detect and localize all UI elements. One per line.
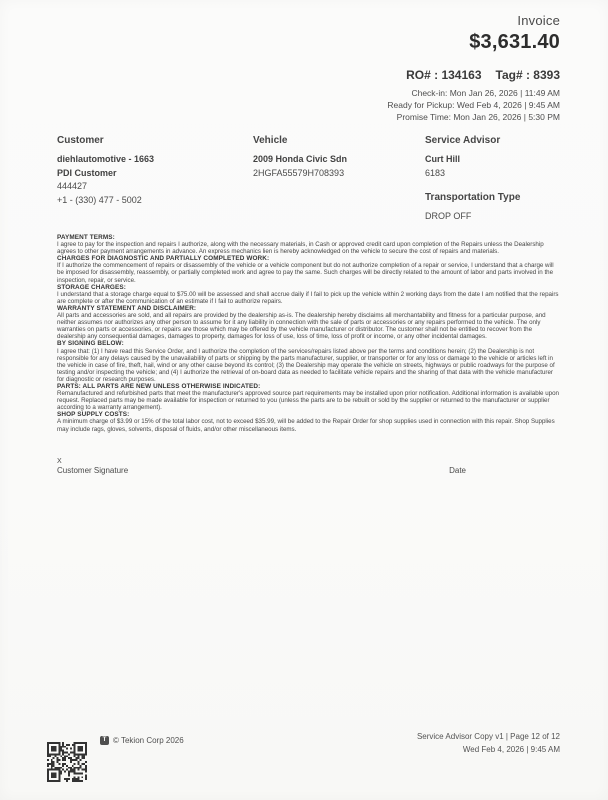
copy-page-info: Service Advisor Copy v1 | Page 12 of 12 [416, 732, 560, 741]
service-advisor-number: 6183 [425, 167, 446, 178]
copyright-text: © Tekion Corp 2026 [113, 736, 184, 745]
term-storage-charges [57, 284, 561, 305]
vehicle-vin: 2HGFA55579H708393 [253, 167, 345, 178]
qr-code [47, 742, 87, 782]
term-by-signing-below [57, 340, 561, 383]
term-body: All parts and accessories are sold, and all repairs are provided by the dealership as-is. The dealership hereby disclaims all merchantability and fitness for a particular purpose, and neither assumes nor authorizes any other person to assume for it any liability in connection with the sale of parts or accessories or any repairs performed to the vehicle. The only warranties on parts or accessories, or repairs are those which may be offered by the vehicle manufacturer or distributor. The customer shall not be entitled to recover from the dealership any consequential damages, damages to property, damages for loss of use, loss of time, loss of profit or income, or any other incidental damages. [57, 312, 546, 341]
footer-print-info [417, 731, 560, 756]
vehicle-label: Vehicle [253, 135, 288, 146]
term-heading: WARRANTY STATEMENT AND DISCLAIMER: [57, 304, 197, 312]
term-payment-terms [57, 234, 561, 255]
ready-for-pickup-time: Ready for Pickup: Wed Feb 4, 2026 | 9:45 AM [387, 100, 560, 110]
term-parts-new [57, 383, 561, 411]
date-label: Date [449, 466, 466, 475]
signature-block [57, 458, 561, 475]
customer-type: PDI Customer [57, 167, 117, 178]
term-heading: CHARGES FOR DIAGNOSTIC AND PARTIALLY COMPLETED WORK: [57, 255, 270, 263]
term-body: I understand that a storage charge equal to $75.00 will be assessed and shall accrue daily if I fail to pick up the vehicle within 2 working days from the date I am notified that the repairs are complete or after the communication of an estimate if I fail to authorize repairs. [57, 290, 559, 305]
terms-and-conditions [57, 234, 561, 433]
invoice-total: $3,631.40 [469, 31, 560, 53]
term-body: A minimum charge of $3.99 or 15% of the total labor cost, not to exceed $35.99, will be added to the Repair Order for shop supplies used in connection with this repair. Shop Supplies may include rags, gloves, solvents, disposal of fluids, and/or other miscellaneous items. [57, 418, 555, 433]
checkin-time: Check-in: Mon Jan 26, 2026 | 11:49 AM [411, 88, 560, 98]
vehicle-model: 2009 Honda Civic Sdn [253, 154, 348, 164]
document-type: Invoice [517, 13, 560, 28]
vehicle-section [253, 135, 418, 180]
service-advisor-label: Service Advisor [425, 135, 501, 146]
term-heading: PAYMENT TERMS: [57, 234, 115, 241]
customer-name: diehlautomotive - 1663 [57, 154, 155, 164]
term-heading: STORAGE CHARGES: [57, 283, 126, 291]
transportation-type-value: DROP OFF [425, 211, 472, 221]
ro-number: RO# : 134163 [406, 68, 482, 82]
service-advisor-name: Curt Hill [425, 154, 460, 164]
ro-tag-line [387, 68, 560, 82]
tag-number: Tag# : 8393 [495, 68, 560, 82]
term-body: I agree that: (1) I have read this Service Order, and I authorize the completion of the services/repairs listed above per the terms and conditions herein; (2) the Dealership is not responsible for any delays caused by the unavailability of parts or shipping by the parts manufacturer, supplier, or transporter or for any loss or damage to the vehicle or articles left in the vehicle in case of fire, theft, hail, wind or any other cause beyond its control; (3) the Dealership may operate the vehicle on streets, highways or public roadways for the purpose of testing and/or inspecting the vehicle; and (4) I authorize the retrieval of on-board data as needed to facilitate vehicle repairs and the sharing of that data with the vehicle manufacturer for diagnostic or research purposes. [57, 347, 555, 383]
term-heading: PARTS: ALL PARTS ARE NEW UNLESS OTHERWISE INDICATED: [57, 382, 261, 390]
customer-label: Customer [57, 135, 104, 146]
customer-phone: +1 - (330) 477 - 5002 [57, 194, 142, 205]
term-shop-supply-costs [57, 411, 561, 432]
signature-labels-row [57, 466, 561, 475]
service-advisor-section [425, 135, 565, 224]
customer-signature-label: Customer Signature [57, 466, 129, 475]
customer-number: 444427 [57, 181, 88, 191]
schedule-lines [387, 87, 560, 123]
copyright-row [100, 736, 184, 745]
transportation-section [425, 192, 565, 224]
term-diagnostic-charges [57, 255, 561, 283]
term-body: Remanufactured and refurbished parts that meet the manufacturer's approved source part requirements may be installed upon prior notification. Additional information is available upon request. Replaced parts may be made available for inspection or returned to you (unless the parts are to be rebuilt or sold by the supplier or returned to the manufacturer or supplier according to a warranty arrangement). [57, 390, 559, 412]
term-heading: BY SIGNING BELOW: [57, 340, 124, 348]
term-warranty-disclaimer [57, 305, 561, 340]
term-body: If I authorize the commencement of repairs or disassembly of the vehicle or a vehicle component but do not authorize completion of a repair or service, I understand that a charge will be imposed for disassembly, reassembly, or partially completed work and agree to pay the same. Such charges will be directly related to the amount of labor and parts involved in the inspection, repair, or service. [57, 262, 554, 284]
customer-section [57, 135, 242, 207]
transportation-type-label: Transportation Type [425, 192, 521, 203]
tekion-logo-icon: T [100, 736, 109, 745]
term-body: I agree to pay for the inspection and repairs I authorize, along with the necessary materials, in Cash or approved credit card upon completion of the Repairs unless the Dealership agrees to other payment arrangements in advance. An express mechanics lien is hereby acknowledged on the vehicle to secure the cost of repairs and materials. [57, 241, 544, 256]
term-heading: SHOP SUPPLY COSTS: [57, 411, 130, 419]
invoice-header [387, 13, 560, 123]
promise-time: Promise Time: Mon Jan 26, 2026 | 5:30 PM [396, 112, 560, 122]
signature-x-mark: X [57, 458, 62, 465]
print-datetime: Wed Feb 4, 2026 | 9:45 AM [462, 744, 560, 754]
